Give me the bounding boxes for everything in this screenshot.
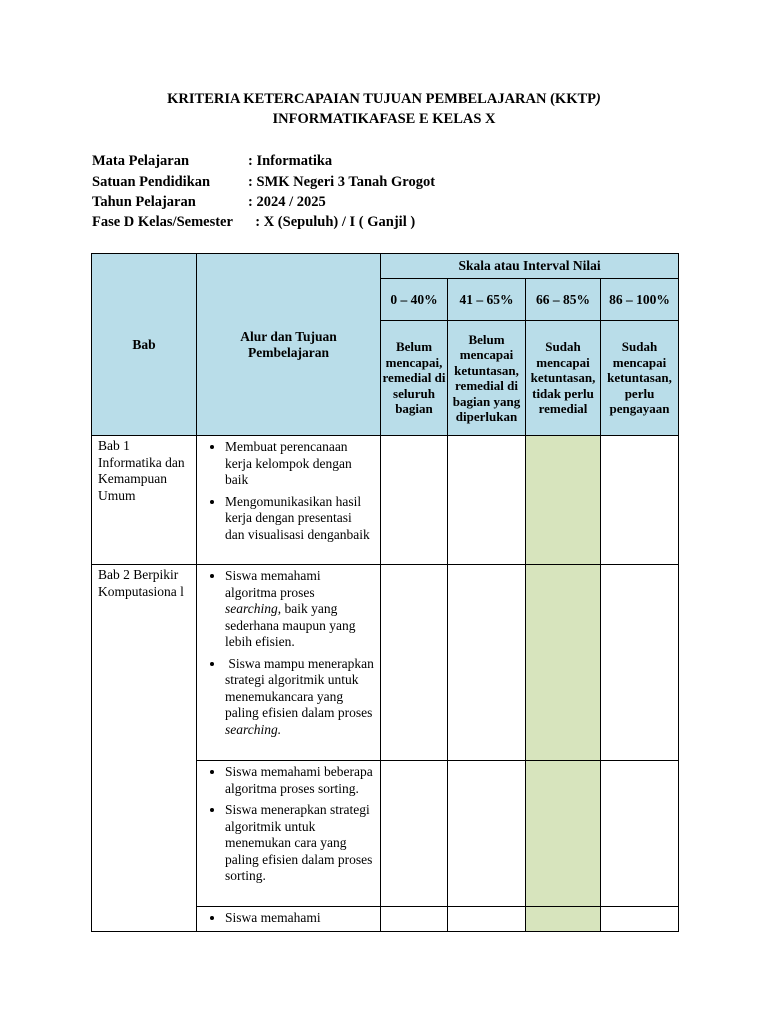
meta-fase-kelas-semester: [92, 212, 415, 232]
meta-value: : 2024 / 2025: [248, 194, 326, 210]
header-desc-belum-ketuntasan: Belum mencapai ketuntasan, remedial di bagian yang diperlukan: [448, 321, 526, 436]
kktp-table: [91, 253, 679, 932]
row-alur: [197, 436, 381, 565]
meta-label: Fase D Kelas/Semester: [92, 214, 233, 230]
score-cell: [381, 761, 448, 907]
list-item: • Siswa memahami beberapa algoritma proses sorting.: [225, 764, 374, 797]
score-cell: [601, 907, 679, 932]
header-desc-sudah-ketuntasan: Sudah mencapai ketuntasan, tidak perlu remedial: [526, 321, 601, 436]
score-cell: [448, 907, 526, 932]
header-alur-line-2: Pembelajaran: [248, 344, 329, 360]
meta-label: Tahun Pelajaran: [92, 194, 196, 210]
header-interval-86-100: 86 – 100%: [601, 279, 679, 321]
header-interval-41-65: 41 – 65%: [448, 279, 526, 321]
score-cell: [526, 907, 601, 932]
score-cell: [601, 761, 679, 907]
meta-label: Satuan Pendidikan: [92, 174, 211, 190]
header-bab: Bab: [92, 254, 197, 436]
row-bab: Bab 1 Informatika dan Kemampuan Umum: [92, 436, 197, 565]
header-desc-pengayaan: Sudah mencapai ketuntasan, perlu pengayaan: [601, 321, 679, 436]
table-row: [92, 565, 679, 761]
score-cell: [448, 436, 526, 565]
meta-label: Mata Pelajaran: [92, 153, 190, 169]
meta-value: : Informatika: [248, 153, 333, 169]
score-cell: [526, 436, 601, 565]
list-item: • Mengomunikasikan hasil kerja dengan presentasi dan visualisasi denganbaik: [225, 494, 374, 544]
title-closing-paren: ): [596, 91, 601, 107]
header-skala: Skala atau Interval Nilai: [381, 254, 679, 279]
score-cell: [526, 761, 601, 907]
header-interval-66-85: 66 – 85%: [526, 279, 601, 321]
meta-tahun-pelajaran: [92, 192, 326, 212]
score-cell: [448, 761, 526, 907]
document-title-line-1: KRITERIA KETERCAPAIAN TUJUAN PEMBELAJARAN (KKTP): [167, 91, 601, 107]
meta-mata-pelajaran: [92, 151, 332, 171]
list-item: • Membuat perencanaan kerja kelompok dengan baik: [225, 439, 374, 489]
list-item: • Siswa mampu menerapkan strategi algoritmik untuk menemukancara yang paling efisien dalam proses searching.: [225, 656, 374, 739]
row-alur: [197, 907, 381, 932]
score-cell: [381, 907, 448, 932]
document-title-line-2: INFORMATIKAFASE E KELAS X: [272, 111, 496, 127]
header-desc-belum-mencapai: Belum mencapai, remedial di seluruh bagian: [381, 321, 448, 436]
header-alur: [197, 254, 381, 436]
score-cell: [448, 565, 526, 761]
meta-value: : X (Sepuluh) / I ( Ganjil ): [248, 214, 416, 230]
score-cell: [601, 436, 679, 565]
header-interval-0-40: 0 – 40%: [381, 279, 448, 321]
row-alur: [197, 761, 381, 907]
score-cell: [381, 436, 448, 565]
list-item: • Siswa memahami algoritma proses searching, baik yang sederhana maupun yang lebih efisien.: [225, 568, 374, 651]
row-alur: [197, 565, 381, 761]
meta-satuan-pendidikan: [92, 172, 435, 192]
score-cell: [526, 565, 601, 761]
score-cell: [601, 565, 679, 761]
score-cell: [381, 565, 448, 761]
table-row: [92, 436, 679, 565]
list-item: • Siswa menerapkan strategi algoritmik untuk menemukan cara yang paling efisien dalam proses sorting.: [225, 802, 374, 885]
row-bab: Bab 2 Berpikir Komputasiona l: [92, 565, 197, 932]
list-item: • Siswa memahami: [225, 910, 374, 927]
header-alur-line-1: Alur dan Tujuan: [240, 328, 337, 344]
meta-value: : SMK Negeri 3 Tanah Grogot: [248, 174, 436, 190]
